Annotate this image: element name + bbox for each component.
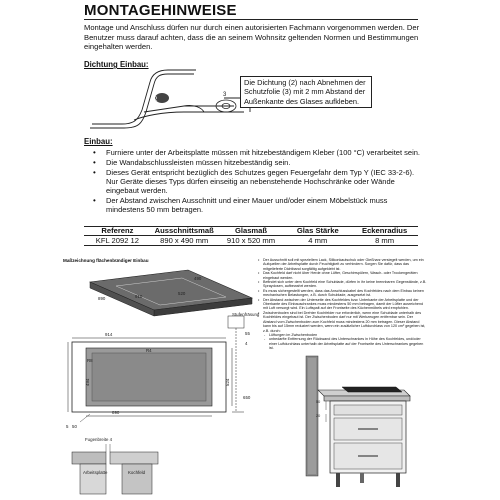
spec-cell: 890 x 490 mm <box>151 236 218 246</box>
joint-width-label: Fugenbreite 4 <box>85 437 113 442</box>
dim-55: 55 <box>245 331 250 336</box>
seal-heading: Dichtung Einbau: <box>84 60 149 69</box>
intro-paragraph: Montage und Anschluss dürfen nur durch einen autorisierten Fachmann vorgenommen werden. Der Benutzer muss darauf achten, dass die an seinem Wohnsitz geltenden Normen und Bestimmungen eingehalten werden. <box>84 23 420 52</box>
dim-914: 914 <box>105 332 113 337</box>
seal-callout-box: Die Dichtung (2) nach Abnehmen der Schutzfolie (3) mit 2 mm Abstand der Außenkante des Glases aufkleben. <box>240 76 372 108</box>
dim-520: 520 <box>178 291 186 296</box>
spec-cell: KFL 2092 12 <box>84 236 151 246</box>
seal-number-3: 3 <box>223 92 227 98</box>
dim-r4: R4 <box>146 348 152 353</box>
spec-cell: 4 mm <box>284 236 351 246</box>
notes-block <box>257 258 427 351</box>
spec-row <box>84 236 418 246</box>
cabinet-illustration <box>262 352 412 498</box>
cab-dim-20: 20 <box>316 414 321 418</box>
hob-label: Kochfeld <box>128 470 146 475</box>
install-item: • Furniere unter der Arbeitsplatte müssen mit hitzebeständigem Kleber (100 °C) verarbeitet sein. <box>90 148 425 157</box>
joint-section <box>72 444 158 494</box>
spec-header-row <box>84 226 418 236</box>
spec-header: Eckenradius <box>351 226 418 236</box>
hob-glass-iso <box>90 270 252 316</box>
install-item: • Dieses Gerät entspricht bezüglich des Schutzes gegen Feuergefahr dem Typ Y (IEC 33-2-6). Nur Geräte dieses Typs dürfen einseitig an nebenstehende Hochschränke oder Wände eingebaut werden. <box>90 168 425 196</box>
spec-table <box>84 226 418 246</box>
step-detail <box>228 316 244 412</box>
note-subitem: - Lüftungen im Zwischenboden <box>257 333 427 337</box>
note-item: • Es muss sichergestellt werden, dass das Anschlusskabel des Kochfeldes nach dem Einbau keinen mechanischen Belastungen, z.B. durch Schublade, ausgesetzt ist. <box>257 289 427 298</box>
spec-header: Glas Stärke <box>284 226 351 236</box>
spec-header: Ausschnittsmaß <box>151 226 218 236</box>
dim-650: 650 <box>243 395 251 400</box>
dim-494: 494 <box>85 378 90 386</box>
dim-910: 910 <box>135 294 143 299</box>
note-item: • Zwischenboden sind bei Drehter Kochfelder nur erforderlich, wenn eine Schublade unterhalb des Kochfeldes eingebaut ist. Der Zwischenboden darf nur mit Werkzeugen entfernbar sein. Der Abstand vom Zwischenboden zum Kochfeld muss mindestens 20 mm betragen. Dieser Abstand kann bis auf 15mm reduziert werden, wenn ein zusätzlicher Luftdurchlass von 120 cm² gegeben ist, z.B. durch: <box>257 311 427 333</box>
cab-dim-50: 50 <box>316 400 321 404</box>
seal-number-2: 2 <box>154 97 158 103</box>
figure-title: Maßzeichnung flächenbündiger Einbau <box>63 258 149 263</box>
install-list <box>90 148 425 215</box>
dim-524: 524 <box>225 378 230 386</box>
step-milling-label: Stufenfräsung <box>232 312 260 317</box>
title-rule <box>84 19 418 20</box>
dim-890-mid: 890 <box>112 410 120 415</box>
spec-header: Glasmaß <box>218 226 285 236</box>
dim-5: 5 <box>66 424 69 429</box>
seal-diagram <box>84 68 254 134</box>
install-heading: Einbau: <box>84 137 113 146</box>
note-item: • Befindet sich unter dem Kochfeld eine Schublade, dürfen in ihr keine brennbaren Gegenstände, z.B. Spraydosen, aufbewahrt werden. <box>257 280 427 289</box>
dim-890-top: 890 <box>98 296 106 301</box>
note-subitem: - unbedarfte Entfernung der Rückwand des Unterschrankes in Höhe des Kochfeldes, und/oder einer Luftdurchlass unterhalb der Arbeitsplatte auf der Frontseite des Unterschrankes gegeben ist. <box>257 337 427 350</box>
note-item: • Der Abstand zwischen der Unterseite des Kochfeldes bzw. Unterkante der Arbeitsplatte und der Oberkante des Einbauschrankes muss mindestens 50 mm betragen, damit der Lüfter ausreichend mit Luft versorgt wird. Ein Luftspalt auf der Frontseite des Küchenmöbels wird empfohlen. <box>257 298 427 311</box>
note-item: • Das Kochfeld darf nicht über Herde ohne Lüfter, Geschirrspülern, Wasch- oder Trockengeräten eingebaut werden. <box>257 271 427 280</box>
dim-4: 4 <box>245 341 248 346</box>
spec-cell: 910 x 520 mm <box>218 236 285 246</box>
note-item: • Der Ausschnitt soll mit speziellem Lack, Silikonkautschuk oder Gießharz versiegelt werden, um ein Aufquellen der Arbeitsplatte durch Feuchtigkeit zu verhindern. Sorgen Sie dafür, dass das mitgelieferte Dichtband sorgfältig aufgeklebt ist. <box>257 258 427 271</box>
worktop-label: Arbeitsplatte <box>83 470 108 475</box>
dim-50: 50 <box>72 424 77 429</box>
notes-list <box>257 258 427 351</box>
install-item: • Der Abstand zwischen Ausschnitt und einer Mauer und/oder einem Möbelstück muss mindestens 50 mm betragen. <box>90 196 425 215</box>
dim-490: 490 <box>194 276 202 281</box>
spec-cell: 8 mm <box>351 236 418 246</box>
page-title: MONTAGEHINWEISE <box>84 2 237 19</box>
install-item: • Die Wandabschlussleisten müssen hitzebeständig sein. <box>90 158 425 167</box>
spec-header: Referenz <box>84 226 151 236</box>
dim-r8: R8 <box>87 358 93 363</box>
